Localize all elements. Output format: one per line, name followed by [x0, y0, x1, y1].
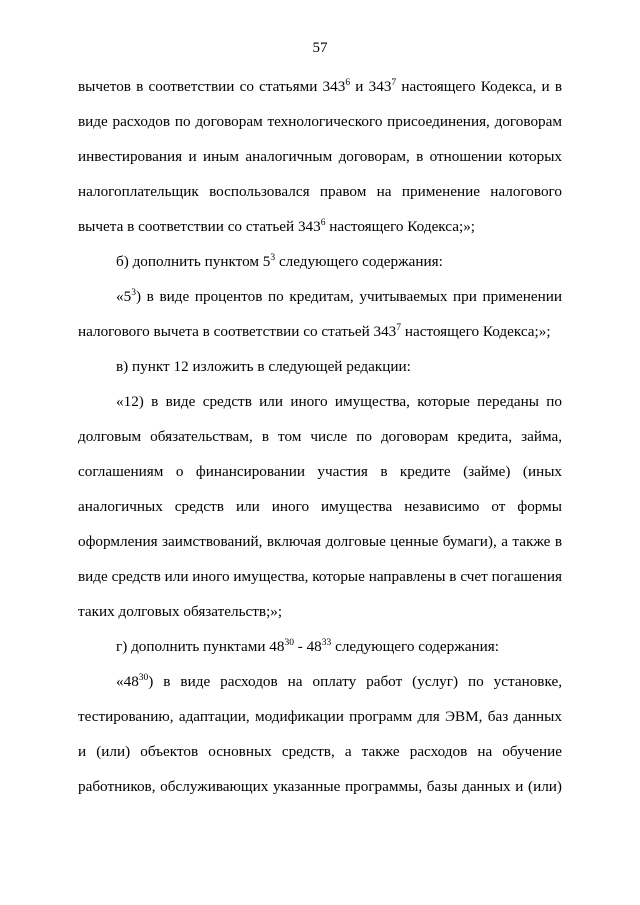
text-run: «48	[116, 673, 139, 690]
text-line	[78, 427, 562, 447]
text-line	[116, 672, 562, 692]
text-line	[78, 147, 562, 167]
text-run: виде расходов по договорам технологического присоединения, договорам	[78, 113, 562, 130]
superscript: 3	[270, 253, 276, 263]
superscript: 6	[345, 78, 351, 88]
text-line	[116, 637, 562, 657]
text-run: вычетов в соответствии со статьями 343	[78, 78, 346, 95]
text-run: - 48	[293, 638, 322, 655]
text-run: настоящего Кодекса;»;	[325, 218, 476, 235]
text-run: б) дополнить пунктом 5	[116, 253, 271, 270]
text-line	[78, 77, 562, 97]
superscript: 7	[391, 78, 397, 88]
text-run: «5	[116, 288, 132, 305]
text-run: в) пункт 12 изложить в следующей редакции:	[116, 358, 411, 375]
text-run: соглашениям о финансировании участия в кредите (займе) (иных	[78, 463, 562, 480]
text-run: долговым обязательствам, в том числе по договорам кредита, займа,	[78, 428, 562, 445]
text-run: и 343	[350, 78, 392, 95]
text-line	[78, 462, 562, 482]
text-line	[78, 532, 562, 552]
text-line	[116, 287, 562, 307]
text-run: настоящего Кодекса, и в	[396, 78, 562, 95]
text-line	[116, 357, 562, 377]
text-line	[78, 602, 562, 622]
text-run: ) в виде процентов по кредитам, учитываемых при применении	[135, 288, 562, 305]
text-run: г) дополнить пунктами 48	[116, 638, 285, 655]
text-run: таких долговых обязательств;»;	[78, 603, 283, 620]
superscript: 30	[138, 673, 149, 683]
text-run: ) в виде расходов на оплату работ (услуг) по установке,	[148, 673, 562, 690]
text-line	[116, 252, 562, 272]
text-line	[78, 567, 562, 587]
page-number: 57	[312, 40, 328, 56]
text-run: тестированию, адаптации, модификации программ для ЭВМ, баз данных	[78, 708, 562, 725]
text-run: инвестирования и иным аналогичным договорам, в отношении которых	[78, 148, 562, 165]
text-run: «12) в виде средств или иного имущества, которые переданы по	[116, 393, 562, 410]
text-run: работников, обслуживающих указанные программы, базы данных и (или)	[78, 778, 562, 795]
text-line	[78, 112, 562, 132]
superscript: 7	[396, 323, 402, 333]
superscript: 30	[284, 638, 294, 648]
text-run: настоящего Кодекса;»;	[401, 323, 551, 340]
text-run: вычета в соответствии со статьей 343	[78, 218, 321, 235]
text-line	[78, 182, 562, 202]
text-run: оформления заимствований, включая долговые ценные бумаги), а также в	[78, 533, 562, 550]
text-line	[116, 392, 562, 412]
superscript: 33	[321, 638, 332, 648]
text-line	[78, 322, 562, 342]
text-run: налогоплательщик воспользовался правом на применение налогового	[78, 183, 562, 200]
text-run: виде средств или иного имущества, которые направлены в счет погашения	[78, 568, 562, 585]
text-run: аналогичных средств или иного имущества независимо от формы	[78, 498, 562, 515]
text-line	[78, 217, 562, 237]
superscript: 6	[320, 218, 326, 228]
text-line	[78, 707, 562, 727]
text-run: налогового вычета в соответствии со статьей 343	[78, 323, 397, 340]
text-line	[78, 497, 562, 517]
text-run: и (или) объектов основных средств, а также расходов на обучение	[78, 743, 562, 760]
text-run: следующего содержания:	[331, 638, 499, 655]
text-line	[78, 777, 562, 797]
superscript: 3	[131, 288, 136, 298]
text-line	[78, 742, 562, 762]
text-run: следующего содержания:	[275, 253, 443, 270]
